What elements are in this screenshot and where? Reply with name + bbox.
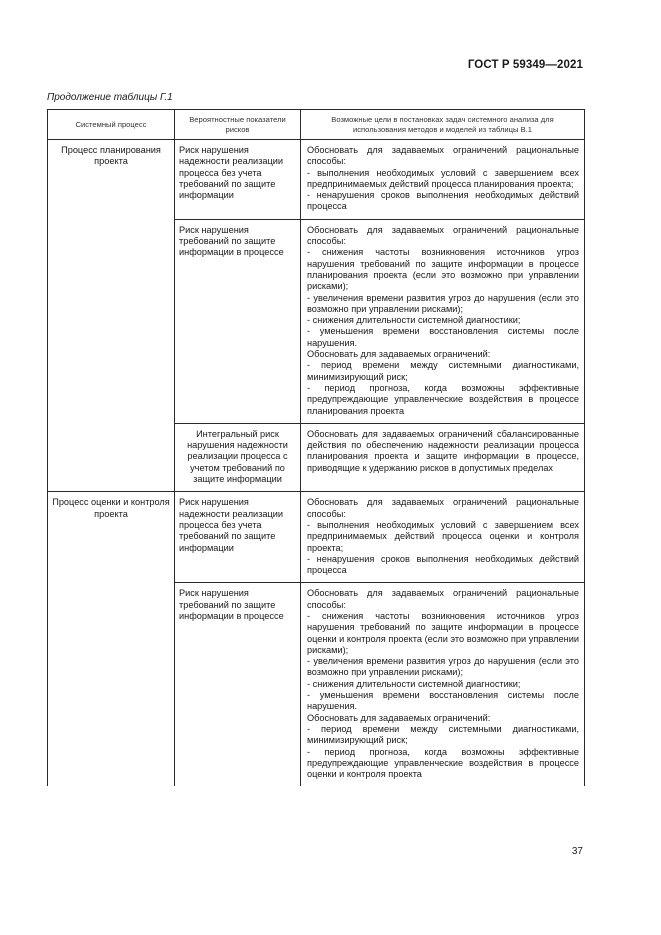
goal-line: - снижения длительности системной диагностики; bbox=[307, 315, 521, 326]
goal-line: - уменьшения времени восстановления системы после нарушения. bbox=[307, 326, 579, 348]
goal-line: Обосновать для задаваемых ограничений: bbox=[307, 349, 491, 360]
analysis-goals-cell bbox=[301, 219, 585, 423]
analysis-goals-cell bbox=[301, 492, 585, 583]
goal-line: Обосновать для задаваемых ограничений: bbox=[307, 712, 491, 723]
goal-line: - выполнения необходимых условий с завершением всех предпринимаемых действий процесса планирования проекта; bbox=[307, 167, 579, 189]
risk-indicator-cell: Интегральный риск нарушения надежности реализации процесса с учетом требований по защите информации bbox=[175, 423, 301, 491]
system-process-cell: Процесс оценки и контроля проекта bbox=[48, 492, 175, 787]
analysis-goals-cell bbox=[301, 423, 585, 491]
table-row bbox=[48, 492, 585, 583]
goal-line: Обосновать для задаваемых ограничений рациональные способы: bbox=[307, 497, 579, 519]
goal-line: - снижения длительности системной диагностики; bbox=[307, 678, 521, 689]
goal-line: Обосновать для задаваемых ограничений рациональные способы: bbox=[307, 145, 579, 167]
column-header-goals: Возможные цели в постановках задач системного анализа для использования методов и моделей из таблицы В.1 bbox=[301, 110, 585, 140]
risk-goals-table bbox=[47, 109, 585, 786]
goal-line: - уменьшения времени восстановления системы после нарушения. bbox=[307, 690, 579, 712]
column-header-risk: Вероятностные показатели рисков bbox=[175, 110, 301, 140]
goal-line: Обосновать для задаваемых ограничений рациональные способы: bbox=[307, 588, 579, 610]
goal-line: - выполнения необходимых условий с завершением всех предпринимаемых действий процесса оценки и контроля проекта; bbox=[307, 519, 579, 553]
analysis-goals-cell bbox=[301, 583, 585, 787]
column-header-process: Системный процесс bbox=[48, 110, 175, 140]
risk-indicator-cell: Риск нарушения надежности реализации процесса без учета требований по защите информации bbox=[175, 140, 301, 220]
goal-line: - снижения частоты возникновения источников угроз нарушения требований по защите информации в процессе оценки и контроля проекта (если это возможно при управлении рисками); bbox=[307, 610, 579, 655]
system-process-cell: Процесс планирования проекта bbox=[48, 140, 175, 492]
page-number: 37 bbox=[571, 846, 583, 857]
risk-indicator-cell: Риск нарушения требований по защите информации в процессе bbox=[175, 219, 301, 423]
risk-indicator-cell: Риск нарушения требований по защите информации в процессе bbox=[175, 583, 301, 787]
goal-line: - период времени между системными диагностиками, минимизирующий риск; bbox=[307, 723, 579, 746]
goal-line: Обосновать для задаваемых ограничений рациональные способы: bbox=[307, 224, 579, 247]
goal-line: Обосновать для задаваемых ограничений сбалансированные действия по обеспечению надежности реализации процесса планирования проекта и защите информации в процессе, приводящие к удержанию рисков в допустимых пределах bbox=[307, 428, 579, 473]
goal-line: - увеличения времени развития угроз до нарушения (если это возможно при управлении рисками); bbox=[307, 656, 579, 678]
table-caption: Продолжение таблицы Г.1 bbox=[47, 92, 173, 103]
goal-line: - период прогноза, когда возможны эффективные предупреждающие управленческие воздействия в процессе планирования проекта bbox=[307, 382, 579, 416]
goal-line: - снижения частоты возникновения источников угроз нарушения требований по защите информации в процессе планирования проекта (если это возможно при управлении рисками); bbox=[307, 247, 579, 292]
table-header-row bbox=[48, 110, 585, 140]
goal-line: - ненарушения сроков выполнения необходимых действий процесса bbox=[307, 190, 579, 212]
goal-line: - период прогноза, когда возможны эффективные предупреждающие управленческие воздействия в процессе оценки и контроля проекта bbox=[307, 746, 579, 780]
table-body bbox=[48, 140, 585, 787]
table-row bbox=[48, 140, 585, 220]
goal-line: - ненарушения сроков выполнения необходимых действий процесса bbox=[307, 553, 579, 576]
risk-indicator-cell: Риск нарушения надежности реализации процесса без учета требований по защите информации bbox=[175, 492, 301, 583]
analysis-goals-cell bbox=[301, 140, 585, 220]
standard-number: ГОСТ Р 59349—2021 bbox=[467, 59, 583, 71]
goal-line: - увеличения времени развития угроз до нарушения (если это возможно при управлении рисками); bbox=[307, 292, 579, 314]
goal-line: - период времени между системными диагностиками, минимизирующий риск; bbox=[307, 360, 579, 382]
